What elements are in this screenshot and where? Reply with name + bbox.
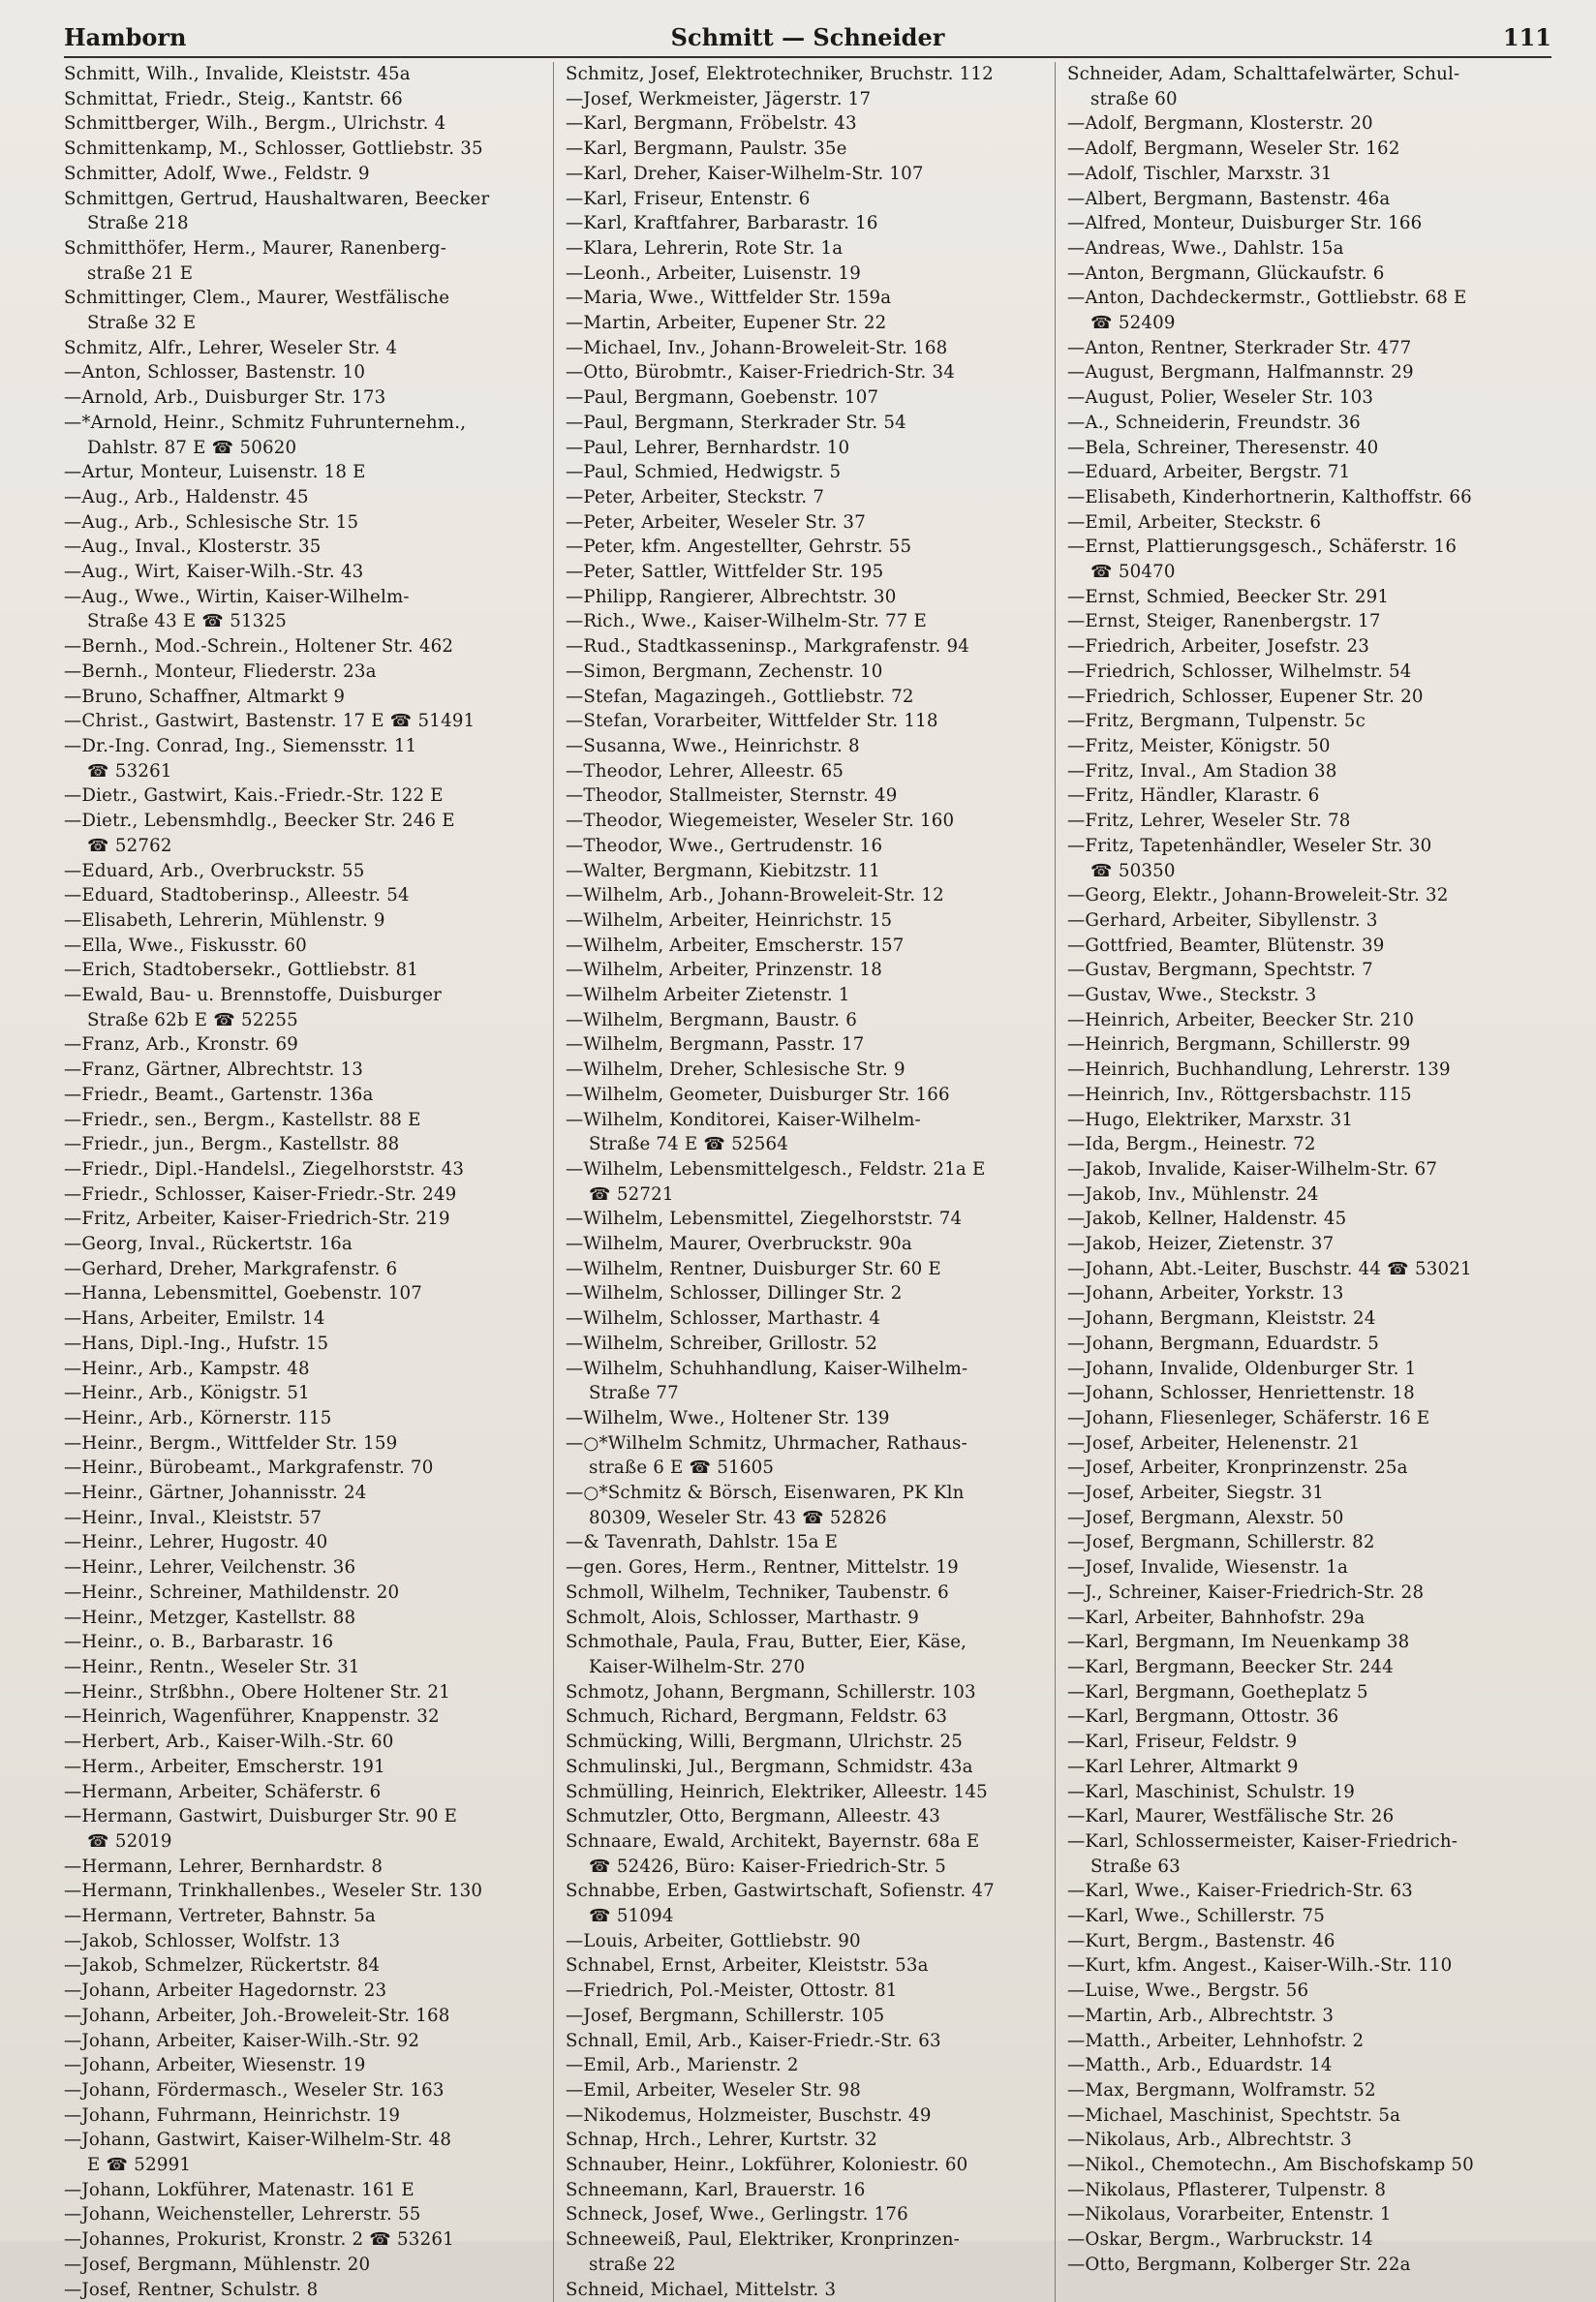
directory-entry-line: —Jakob, Kellner, Haldenstr. 45 (1067, 1209, 1347, 1230)
directory-entry-line: —Johann, Bergmann, Kleiststr. 24 (1067, 1308, 1376, 1330)
directory-entry-line: Schmitthöfer, Herm., Maurer, Ranenberg- (64, 237, 447, 259)
directory-entry-line: —Peter, Arbeiter, Weseler Str. 37 (566, 511, 866, 533)
directory-entry-line: Schneider, Adam, Schalttafelwärter, Schul- (1067, 64, 1460, 84)
directory-entry-line: —Heinr., Schreiner, Mathildenstr. 20 (64, 1581, 400, 1603)
directory-entry-line: —Paul, Bergmann, Sterkrader Str. 54 (566, 412, 906, 433)
directory-entry-line: —Jakob, Inv., Mühlenstr. 24 (1067, 1183, 1319, 1205)
directory-entry-line: —Jakob, Schlosser, Wolfstr. 13 (64, 1930, 341, 1951)
directory-entry-line: straße 22 (589, 2254, 676, 2275)
directory-columns (64, 62, 1551, 2300)
directory-entry-line: —Wilhelm, Lebensmittel, Ziegelhorststr. 74 (566, 1209, 963, 1230)
directory-entry-line: Schmothale, Paula, Frau, Butter, Eier, Käse, (566, 1632, 967, 1653)
directory-entry-line: —Fritz, Händler, Klarastr. 6 (1067, 785, 1320, 807)
directory-entry-line: —Karl, Wwe., Kaiser-Friedrich-Str. 63 (1067, 1881, 1413, 1902)
directory-entry-line: Schmitz, Alfr., Lehrer, Weseler Str. 4 (64, 337, 398, 358)
directory-entry-line: —Stefan, Magazingeh., Gottliebstr. 72 (566, 686, 914, 707)
directory-entry-line: —Josef, Bergmann, Alexstr. 50 (1067, 1507, 1344, 1528)
directory-entry-line: —Fritz, Meister, Königstr. 50 (1067, 735, 1331, 756)
directory-entry-line: —Alfred, Monteur, Duisburger Str. 166 (1067, 213, 1423, 234)
directory-entry-line: —Gustav, Wwe., Steckstr. 3 (1067, 985, 1317, 1006)
directory-entry-line: —Adolf, Bergmann, Weseler Str. 162 (1067, 138, 1400, 160)
directory-entry-line: Straße 74 E ☎ 52564 (589, 1134, 789, 1155)
directory-entry-line: —Nikolaus, Vorarbeiter, Entenstr. 1 (1067, 2204, 1392, 2225)
directory-entry-line: —Herm., Arbeiter, Emscherstr. 191 (64, 1756, 385, 1777)
directory-entry-line: —Leonh., Arbeiter, Luisenstr. 19 (566, 262, 861, 284)
directory-entry-line: straße 6 E ☎ 51605 (589, 1458, 775, 1479)
directory-entry-line: —Fritz, Tapetenhändler, Weseler Str. 30 (1067, 835, 1432, 856)
directory-entry-line: —Heinr., Arb., Körnerstr. 115 (64, 1407, 332, 1428)
directory-entry-line: —Georg, Elektr., Johann-Broweleit-Str. 32 (1067, 885, 1449, 906)
directory-entry-line: Schmülling, Heinrich, Elektriker, Alleestr. 145 (566, 1781, 988, 1802)
directory-entry-line: —August, Bergmann, Halfmannstr. 29 (1067, 362, 1414, 384)
directory-entry-line: —Maria, Wwe., Wittfelder Str. 159a (566, 288, 892, 309)
directory-entry-line: —Nikolaus, Arb., Albrechtstr. 3 (1067, 2130, 1352, 2151)
directory-entry-line: —Dietr., Gastwirt, Kais.-Friedr.-Str. 122 E (64, 785, 444, 807)
directory-entry-line: Dahlstr. 87 E ☎ 50620 (87, 437, 297, 458)
directory-entry-line: —Josef, Bergmann, Schillerstr. 105 (566, 2005, 885, 2026)
directory-entry-line: —Josef, Arbeiter, Kronprinzenstr. 25a (1067, 1458, 1408, 1479)
directory-entry-line: —Oskar, Bergm., Warbruckstr. 14 (1067, 2229, 1373, 2251)
directory-entry-line: —Heinr., Arb., Königstr. 51 (64, 1383, 310, 1404)
directory-entry-line: —Simon, Bergmann, Zechenstr. 10 (566, 660, 883, 682)
directory-entry-line: —Peter, Sattler, Wittfelder Str. 195 (566, 562, 884, 583)
directory-entry-line: —Peter, kfm. Angestellter, Gehrstr. 55 (566, 537, 912, 558)
directory-entry-line: Schmitt, Wilh., Invalide, Kleiststr. 45a (64, 64, 411, 84)
directory-entry-line: —Wilhelm, Arbeiter, Heinrichstr. 15 (566, 909, 893, 931)
directory-entry-line: —Josef, Werkmeister, Jägerstr. 17 (566, 88, 872, 109)
directory-entry-line: Schmittgen, Gertrud, Haushaltwaren, Beecker (64, 188, 490, 209)
directory-entry-line: —Karl, Schlossermeister, Kaiser-Friedrich- (1067, 1830, 1458, 1852)
directory-entry-line: Schmulinski, Jul., Bergmann, Schmidstr. 43a (566, 1756, 973, 1777)
directory-entry-line: —Susanna, Wwe., Heinrichstr. 8 (566, 735, 860, 756)
directory-entry-line: —Franz, Gärtner, Albrechtstr. 13 (64, 1059, 364, 1081)
directory-entry-line: —Friedrich, Schlosser, Wilhelmstr. 54 (1067, 660, 1412, 682)
directory-entry-line: —Karl, Bergmann, Ottostr. 36 (1067, 1706, 1339, 1728)
directory-entry-line: —Johann, Abt.-Leiter, Buschstr. 44 ☎ 53021 (1067, 1258, 1472, 1279)
directory-entry-line: —Wilhelm, Schlosser, Marthastr. 4 (566, 1308, 881, 1330)
directory-entry-line: —Johann, Weichensteller, Lehrerstr. 55 (64, 2204, 421, 2225)
directory-entry-line: —Wilhelm, Rentner, Duisburger Str. 60 E (566, 1258, 941, 1279)
directory-entry-line: Schnauber, Heinr., Lokführer, Koloniestr. 60 (566, 2155, 968, 2176)
directory-entry-line: —Johannes, Prokurist, Kronstr. 2 ☎ 53261 (64, 2229, 454, 2251)
directory-entry-line: Schnaare, Ewald, Architekt, Bayernstr. 68a E (566, 1830, 980, 1852)
directory-entry-line: —Karl, Maschinist, Schulstr. 19 (1067, 1781, 1356, 1802)
directory-entry-line: —Heinr., o. B., Barbarastr. 16 (64, 1632, 334, 1653)
directory-entry-line: —Josef, Invalide, Wiesenstr. 1a (1067, 1557, 1349, 1579)
directory-entry-line: —Wilhelm, Schlosser, Dillinger Str. 2 (566, 1283, 903, 1304)
column-2 (566, 62, 1056, 2302)
directory-entry-line: —Max, Bergmann, Wolframstr. 52 (1067, 2079, 1376, 2101)
directory-entry-line: —Johann, Invalide, Oldenburger Str. 1 (1067, 1358, 1417, 1379)
directory-entry-line: —Kurt, Bergm., Bastenstr. 46 (1067, 1930, 1335, 1951)
directory-entry-line: —Aug., Arb., Haldenstr. 45 (64, 486, 309, 507)
directory-entry-line: —Fritz, Inval., Am Stadion 38 (1067, 760, 1337, 782)
directory-entry-line: —Friedr., Schlosser, Kaiser-Friedr.-Str. 249 (64, 1183, 457, 1205)
directory-entry-line: —Karl Lehrer, Altmarkt 9 (1067, 1756, 1299, 1777)
directory-entry-line: —Friedrich, Pol.-Meister, Ottostr. 81 (566, 1980, 898, 2002)
directory-entry-line: —Fritz, Lehrer, Weseler Str. 78 (1067, 811, 1351, 832)
directory-entry-line: —Johann, Arbeiter Hagedornstr. 23 (64, 1980, 387, 2002)
directory-entry-line: ☎ 52762 (87, 835, 172, 856)
directory-entry-line: —Nikol., Chemotechn., Am Bischofskamp 50 (1067, 2155, 1474, 2176)
directory-entry-line: —Heinr., Inval., Kleiststr. 57 (64, 1507, 322, 1528)
directory-entry-line: —Heinr., Strßbhn., Obere Holtener Str. 21 (64, 1681, 450, 1703)
directory-entry-line: —Louis, Arbeiter, Gottliebstr. 90 (566, 1930, 861, 1951)
directory-entry-line: —Otto, Bürobmtr., Kaiser-Friedrich-Str. 34 (566, 362, 956, 384)
directory-entry-line: Schnabbe, Erben, Gastwirtschaft, Sofienstr. 47 (566, 1881, 995, 1902)
directory-entry-line: —Karl, Bergmann, Fröbelstr. 43 (566, 113, 857, 135)
directory-entry-line: —Johann, Lokführer, Matenastr. 161 E (64, 2179, 414, 2200)
directory-entry-line: —○*Schmitz & Börsch, Eisenwaren, PK Kln (566, 1483, 965, 1504)
directory-entry-line: E ☎ 52991 (87, 2155, 192, 2176)
directory-entry-line: —Elisabeth, Kinderhortnerin, Kalthoffstr. 66 (1067, 486, 1472, 507)
directory-entry-line: —Martin, Arb., Albrechtstr. 3 (1067, 2005, 1335, 2026)
directory-entry-line: —Friedr., jun., Bergm., Kastellstr. 88 (64, 1134, 400, 1155)
directory-entry-line: —Johann, Fliesenleger, Schäferstr. 16 E (1067, 1407, 1430, 1428)
directory-entry-line: —Josef, Arbeiter, Helenenstr. 21 (1067, 1432, 1361, 1454)
directory-entry-line: —Aug., Inval., Klosterstr. 35 (64, 537, 322, 558)
directory-entry-line: —Dr.-Ing. Conrad, Ing., Siemensstr. 11 (64, 735, 417, 756)
directory-entry-line: —Walter, Bergmann, Kiebitzstr. 11 (566, 860, 880, 881)
directory-entry-line: —Emil, Arb., Marienstr. 2 (566, 2055, 799, 2076)
directory-entry-line: Schmittenkamp, M., Schlosser, Gottliebstr. 35 (64, 138, 483, 160)
directory-entry-line: —Josef, Bergmann, Mühlenstr. 20 (64, 2254, 371, 2275)
directory-entry-line: —Rich., Wwe., Kaiser-Wilhelm-Str. 77 E (566, 611, 928, 632)
directory-entry-line: Straße 32 E (87, 313, 197, 334)
directory-entry-line: —Georg, Inval., Rückertstr. 16a (64, 1234, 353, 1255)
directory-entry-line: —Adolf, Tischler, Marxstr. 31 (1067, 163, 1333, 184)
directory-entry-line: —Aug., Wirt, Kaiser-Wilh.-Str. 43 (64, 562, 364, 583)
directory-entry-line: —Gustav, Bergmann, Spechtstr. 7 (1067, 960, 1373, 981)
directory-entry-line: —Bernh., Monteur, Fliederstr. 23a (64, 660, 377, 682)
directory-entry-line: —Ernst, Plattierungsgesch., Schäferstr. 16 (1067, 537, 1458, 558)
directory-entry-line: —Arnold, Arb., Duisburger Str. 173 (64, 387, 386, 409)
directory-entry-line: —Karl, Dreher, Kaiser-Wilhelm-Str. 107 (566, 163, 924, 184)
directory-entry-line: —Michael, Maschinist, Spechtstr. 5a (1067, 2104, 1401, 2126)
directory-entry-line: —Johann, Schlosser, Henriettenstr. 18 (1067, 1383, 1415, 1404)
directory-entry-line: —Wilhelm, Dreher, Schlesische Str. 9 (566, 1059, 905, 1081)
directory-entry-line: —Paul, Lehrer, Bernhardstr. 10 (566, 437, 850, 458)
directory-entry-line: —Peter, Arbeiter, Steckstr. 7 (566, 486, 825, 507)
directory-entry-line: —Johann, Fördermasch., Weseler Str. 163 (64, 2079, 445, 2101)
directory-entry-line: —Johann, Arbeiter, Kaiser-Wilh.-Str. 92 (64, 2030, 420, 2051)
directory-entry-line: —Bruno, Schaffner, Altmarkt 9 (64, 686, 346, 707)
directory-entry-line: —Josef, Bergmann, Schillerstr. 82 (1067, 1532, 1375, 1553)
directory-entry-line: —Johann, Arbeiter, Yorkstr. 13 (1067, 1283, 1344, 1304)
directory-entry-line: —Anton, Bergmann, Glückaufstr. 6 (1067, 262, 1385, 284)
page-header (64, 17, 1551, 58)
directory-entry-line: ☎ 52019 (87, 1830, 172, 1852)
directory-entry-line: —○*Wilhelm Schmitz, Uhrmacher, Rathaus- (566, 1432, 967, 1454)
directory-entry-line: —Gerhard, Dreher, Markgrafenstr. 6 (64, 1258, 398, 1279)
directory-entry-line: Straße 62b E ☎ 52255 (87, 1009, 298, 1030)
directory-entry-line: —Gottfried, Beamter, Blütenstr. 39 (1067, 935, 1385, 956)
directory-entry-line: Schmittat, Friedr., Steig., Kantstr. 66 (64, 88, 403, 109)
directory-entry-line: —Matth., Arb., Eduardstr. 14 (1067, 2055, 1333, 2076)
directory-entry-line: Kaiser-Wilhelm-Str. 270 (589, 1657, 806, 1677)
directory-entry-line: Schneemann, Karl, Brauerstr. 16 (566, 2179, 866, 2200)
directory-entry-line: —Karl, Bergmann, Paulstr. 35e (566, 138, 847, 160)
directory-entry-line: —Artur, Monteur, Luisenstr. 18 E (64, 462, 366, 483)
directory-entry-line: Schmoll, Wilhelm, Techniker, Taubenstr. 6 (566, 1581, 949, 1603)
directory-entry-line: —Nikodemus, Holzmeister, Buschstr. 49 (566, 2104, 932, 2126)
directory-entry-line: —Erich, Stadtobersekr., Gottliebstr. 81 (64, 960, 419, 981)
directory-entry-line: ☎ 50470 (1090, 562, 1176, 583)
directory-entry-line: —Jakob, Invalide, Kaiser-Wilhelm-Str. 67 (1067, 1158, 1438, 1180)
directory-entry-line: ☎ 51094 (589, 1906, 674, 1927)
directory-entry-line: —Michael, Inv., Johann-Broweleit-Str. 168 (566, 337, 948, 358)
directory-entry-line: —Karl, Maurer, Westfälische Str. 26 (1067, 1806, 1395, 1827)
directory-entry-line: —Eduard, Arbeiter, Bergstr. 71 (1067, 462, 1351, 483)
directory-entry-line: —Theodor, Stallmeister, Sternstr. 49 (566, 785, 898, 807)
directory-entry-line: —Ewald, Bau- u. Brennstoffe, Duisburger (64, 985, 443, 1006)
directory-entry-line: —Emil, Arbeiter, Steckstr. 6 (1067, 511, 1322, 533)
directory-entry-line: —Heinr., Gärtner, Johannisstr. 24 (64, 1483, 367, 1504)
directory-entry-line: —gen. Gores, Herm., Rentner, Mittelstr. 19 (566, 1557, 959, 1579)
directory-entry-line: —Aug., Arb., Schlesische Str. 15 (64, 511, 359, 533)
directory-entry-line: —& Tavenrath, Dahlstr. 15a E (566, 1532, 839, 1553)
directory-entry-line: —Anton, Rentner, Sterkrader Str. 477 (1067, 337, 1412, 358)
directory-entry-line: —Karl, Bergmann, Beecker Str. 244 (1067, 1657, 1394, 1677)
directory-entry-line: —Jakob, Heizer, Zietenstr. 37 (1067, 1234, 1335, 1255)
page-number: 111 (1502, 22, 1551, 51)
directory-entry-line: —Karl, Friseur, Entenstr. 6 (566, 188, 811, 209)
directory-entry-line: —Heinrich, Arbeiter, Beecker Str. 210 (1067, 1009, 1415, 1030)
directory-entry-line: —Wilhelm, Lebensmittelgesch., Feldstr. 21a E (566, 1158, 986, 1180)
directory-entry-line: Straße 77 (589, 1383, 679, 1404)
directory-entry-line: ☎ 53261 (87, 760, 172, 782)
directory-entry-line: Schmittinger, Clem., Maurer, Westfälische (64, 288, 450, 309)
directory-entry-line: —Wilhelm, Wwe., Holtener Str. 139 (566, 1407, 890, 1428)
directory-entry-line: —Hans, Arbeiter, Emilstr. 14 (64, 1308, 325, 1330)
directory-entry-line: —Theodor, Wwe., Gertrudenstr. 16 (566, 835, 883, 856)
directory-entry-line: —Josef, Rentner, Schulstr. 8 (64, 2279, 319, 2300)
directory-entry-line: —Wilhelm, Schreiber, Grillostr. 52 (566, 1333, 878, 1354)
directory-entry-line: Schmolt, Alois, Schlosser, Marthastr. 9 (566, 1607, 919, 1628)
directory-entry-line: 80309, Weseler Str. 43 ☎ 52826 (589, 1507, 887, 1528)
directory-entry-line: ☎ 50350 (1090, 860, 1176, 881)
directory-entry-line: —*Arnold, Heinr., Schmitz Fuhrunternehm., (64, 412, 467, 433)
directory-entry-line: Schmuch, Richard, Bergmann, Feldstr. 63 (566, 1706, 948, 1728)
directory-entry-line: —Wilhelm Arbeiter Zietenstr. 1 (566, 985, 850, 1006)
directory-entry-line: —Hermann, Trinkhallenbes., Weseler Str. 130 (64, 1881, 483, 1902)
directory-entry-line: —Anton, Schlosser, Bastenstr. 10 (64, 362, 366, 384)
directory-entry-line: —Hermann, Lehrer, Bernhardstr. 8 (64, 1856, 384, 1877)
directory-entry-line: —Wilhelm, Arbeiter, Emscherstr. 157 (566, 935, 905, 956)
directory-entry-line: —Dietr., Lebensmhdlg., Beecker Str. 246 E (64, 811, 455, 832)
directory-entry-line: Schmutzler, Otto, Bergmann, Alleestr. 43 (566, 1806, 940, 1827)
directory-entry-line: —Theodor, Lehrer, Alleestr. 65 (566, 760, 844, 782)
header-center-range: Schmitt — Schneider (670, 22, 945, 51)
directory-entry-line: —Johann, Fuhrmann, Heinrichstr. 19 (64, 2104, 401, 2126)
directory-entry-line: —Hermann, Gastwirt, Duisburger Str. 90 E (64, 1806, 458, 1827)
directory-entry-line: —Heinr., Rentn., Weseler Str. 31 (64, 1657, 360, 1677)
directory-entry-line: —Johann, Arbeiter, Wiesenstr. 19 (64, 2055, 366, 2076)
directory-entry-line: —Wilhelm, Konditorei, Kaiser-Wilhelm- (566, 1109, 921, 1130)
directory-entry-line: —Heinrich, Bergmann, Schillerstr. 99 (1067, 1034, 1411, 1056)
directory-entry-line: —A., Schneiderin, Freundstr. 36 (1067, 412, 1361, 433)
directory-entry-line: —Ernst, Schmied, Beecker Str. 291 (1067, 586, 1390, 607)
directory-entry-line: —Fritz, Bergmann, Tulpenstr. 5c (1067, 711, 1366, 732)
directory-entry-line: —Hermann, Vertreter, Bahnstr. 5a (64, 1906, 376, 1927)
directory-entry-line: —Wilhelm, Geometer, Duisburger Str. 166 (566, 1084, 950, 1105)
directory-entry-line: —Karl, Bergmann, Im Neuenkamp 38 (1067, 1632, 1410, 1653)
directory-entry-line: —Rud., Stadtkasseninsp., Markgrafenstr. 94 (566, 636, 970, 658)
directory-entry-line: —Bela, Schreiner, Theresenstr. 40 (1067, 437, 1379, 458)
directory-entry-line: —Ernst, Steiger, Ranenbergstr. 17 (1067, 611, 1381, 632)
directory-entry-line: Schmittberger, Wilh., Bergm., Ulrichstr. 4 (64, 113, 446, 135)
directory-entry-line: —Gerhard, Arbeiter, Sibyllenstr. 3 (1067, 909, 1378, 931)
directory-entry-line: —Herbert, Arb., Kaiser-Wilh.-Str. 60 (64, 1732, 394, 1753)
directory-entry-line: Schneck, Josef, Wwe., Gerlingstr. 176 (566, 2204, 908, 2225)
directory-entry-line: —Hans, Dipl.-Ing., Hufstr. 15 (64, 1333, 329, 1354)
directory-entry-line: —Elisabeth, Lehrerin, Mühlenstr. 9 (64, 909, 385, 931)
directory-entry-line: Schnabel, Ernst, Arbeiter, Kleiststr. 53a (566, 1955, 929, 1977)
directory-entry-line: —Friedr., Dipl.-Handelsl., Ziegelhorststr. 43 (64, 1158, 465, 1180)
directory-entry-line: —Heinr., Metzger, Kastellstr. 88 (64, 1607, 356, 1628)
directory-entry-line: —Josef, Arbeiter, Siegstr. 31 (1067, 1483, 1325, 1504)
directory-entry-line: —Philipp, Rangierer, Albrechtstr. 30 (566, 586, 897, 607)
directory-entry-line: —Bernh., Mod.-Schrein., Holtener Str. 462 (64, 636, 454, 658)
directory-entry-line: —Eduard, Stadtoberinsp., Alleestr. 54 (64, 885, 410, 906)
column-3 (1067, 62, 1557, 2302)
directory-entry-line: Schnap, Hrch., Lehrer, Kurtstr. 32 (566, 2130, 877, 2151)
directory-entry-line: —Ida, Bergm., Heinestr. 72 (1067, 1134, 1316, 1155)
directory-entry-line: —Luise, Wwe., Bergstr. 56 (1067, 1980, 1309, 2002)
directory-entry-line: —Wilhelm, Schuhhandlung, Kaiser-Wilhelm- (566, 1358, 968, 1379)
directory-entry-line: —Wilhelm, Arbeiter, Prinzenstr. 18 (566, 960, 883, 981)
directory-entry-line: —Hugo, Elektriker, Marxstr. 31 (1067, 1109, 1354, 1130)
directory-entry-line: straße 60 (1090, 88, 1178, 109)
directory-entry-line: ☎ 52409 (1090, 313, 1176, 334)
directory-entry-line: Schnall, Emil, Arb., Kaiser-Friedr.-Str. 63 (566, 2030, 941, 2051)
directory-entry-line: —Heinrich, Wagenführer, Knappenstr. 32 (64, 1706, 440, 1728)
directory-entry-line: Schmitter, Adolf, Wwe., Feldstr. 9 (64, 163, 370, 184)
directory-entry-line: —Jakob, Schmelzer, Rückertstr. 84 (64, 1955, 381, 1977)
directory-entry-line: —Karl, Arbeiter, Bahnhofstr. 29a (1067, 1607, 1366, 1628)
directory-entry-line: —Heinr., Bergm., Wittfelder Str. 159 (64, 1432, 398, 1454)
header-left-city: Hamborn (64, 22, 187, 51)
directory-entry-line: Schneid, Michael, Mittelstr. 3 (566, 2279, 837, 2300)
directory-entry-line: Straße 43 E ☎ 51325 (87, 611, 288, 632)
directory-entry-line: —Hermann, Arbeiter, Schäferstr. 6 (64, 1781, 382, 1802)
directory-entry-line: —Eduard, Arb., Overbruckstr. 55 (64, 860, 365, 881)
directory-entry-line: —Fritz, Arbeiter, Kaiser-Friedrich-Str. 219 (64, 1209, 450, 1230)
directory-entry-line: —Wilhelm, Arb., Johann-Broweleit-Str. 12 (566, 885, 944, 906)
directory-entry-line: —Otto, Bergmann, Kolberger Str. 22a (1067, 2254, 1411, 2275)
directory-entry-line: —Heinrich, Buchhandlung, Lehrerstr. 139 (1067, 1059, 1451, 1081)
directory-entry-line: —Matth., Arbeiter, Lehnhofstr. 2 (1067, 2030, 1365, 2051)
directory-entry-line: straße 21 E (87, 262, 194, 284)
directory-entry-line: —Friedrich, Arbeiter, Josefstr. 23 (1067, 636, 1369, 658)
directory-entry-line: —Emil, Arbeiter, Weseler Str. 98 (566, 2079, 861, 2101)
directory-entry-line: —Paul, Schmied, Hedwigstr. 5 (566, 462, 842, 483)
directory-entry-line: Schmotz, Johann, Bergmann, Schillerstr. 103 (566, 1681, 976, 1703)
directory-entry-line: Straße 218 (87, 213, 189, 234)
directory-entry-line: —Stefan, Vorarbeiter, Wittfelder Str. 118 (566, 711, 938, 732)
directory-entry-line: —J., Schreiner, Kaiser-Friedrich-Str. 28 (1067, 1581, 1425, 1603)
directory-entry-line: —Heinr., Lehrer, Veilchenstr. 36 (64, 1557, 356, 1579)
directory-entry-line: —August, Polier, Weseler Str. 103 (1067, 387, 1374, 409)
directory-entry-line: —Wilhelm, Bergmann, Baustr. 6 (566, 1009, 858, 1030)
directory-entry-line: —Albert, Bergmann, Bastenstr. 46a (1067, 188, 1391, 209)
directory-entry-line: —Johann, Gastwirt, Kaiser-Wilhelm-Str. 48 (64, 2130, 452, 2151)
directory-entry-line: —Martin, Arbeiter, Eupener Str. 22 (566, 313, 887, 334)
directory-entry-line: —Karl, Wwe., Schillerstr. 75 (1067, 1906, 1325, 1927)
directory-entry-line: —Hanna, Lebensmittel, Goebenstr. 107 (64, 1283, 423, 1304)
directory-entry-line: —Friedrich, Schlosser, Eupener Str. 20 (1067, 686, 1424, 707)
directory-entry-line: —Paul, Bergmann, Goebenstr. 107 (566, 387, 879, 409)
directory-entry-line: —Nikolaus, Pflasterer, Tulpenstr. 8 (1067, 2179, 1387, 2200)
column-1 (64, 62, 554, 2302)
directory-entry-line: Schneeweiß, Paul, Elektriker, Kronprinzen- (566, 2229, 960, 2251)
directory-entry-line: —Heinr., Lehrer, Hugostr. 40 (64, 1532, 328, 1553)
directory-entry-line: —Christ., Gastwirt, Bastenstr. 17 E ☎ 51491 (64, 711, 476, 732)
directory-entry-line: —Karl, Friseur, Feldstr. 9 (1067, 1732, 1298, 1753)
directory-entry-line: Straße 63 (1090, 1856, 1181, 1877)
directory-entry-line: —Johann, Bergmann, Eduardstr. 5 (1067, 1333, 1380, 1354)
directory-entry-line: ☎ 52426, Büro: Kaiser-Friedrich-Str. 5 (589, 1856, 946, 1877)
directory-entry-line: —Heinrich, Inv., Röttgersbachstr. 115 (1067, 1084, 1412, 1105)
directory-entry-line: Schmitz, Josef, Elektrotechniker, Bruchstr. 112 (566, 64, 994, 84)
directory-entry-line: —Wilhelm, Bergmann, Passtr. 17 (566, 1034, 865, 1056)
directory-entry-line: —Friedr., sen., Bergm., Kastellstr. 88 E (64, 1109, 421, 1130)
directory-entry-line: Schmücking, Willi, Bergmann, Ulrichstr. 25 (566, 1732, 964, 1753)
directory-entry-line: —Heinr., Arb., Kampstr. 48 (64, 1358, 310, 1379)
directory-entry-line: —Heinr., Bürobeamt., Markgrafenstr. 70 (64, 1458, 434, 1479)
directory-entry-line: —Andreas, Wwe., Dahlstr. 15a (1067, 237, 1344, 259)
directory-entry-line: —Wilhelm, Maurer, Overbruckstr. 90a (566, 1234, 912, 1255)
directory-entry-line: —Franz, Arb., Kronstr. 69 (64, 1034, 299, 1056)
directory-entry-line: —Adolf, Bergmann, Klosterstr. 20 (1067, 113, 1373, 135)
directory-entry-line: —Kurt, kfm. Angest., Kaiser-Wilh.-Str. 110 (1067, 1955, 1453, 1977)
directory-entry-line: —Klara, Lehrerin, Rote Str. 1a (566, 237, 844, 259)
directory-entry-line: —Anton, Dachdeckermstr., Gottliebstr. 68 E (1067, 288, 1467, 309)
directory-entry-line: ☎ 52721 (589, 1183, 674, 1205)
directory-entry-line: —Aug., Wwe., Wirtin, Kaiser-Wilhelm- (64, 586, 410, 607)
directory-entry-line: —Ella, Wwe., Fiskusstr. 60 (64, 935, 307, 956)
directory-entry-line: —Theodor, Wiegemeister, Weseler Str. 160 (566, 811, 955, 832)
directory-entry-line: —Karl, Kraftfahrer, Barbarastr. 16 (566, 213, 878, 234)
directory-entry-line: —Friedr., Beamt., Gartenstr. 136a (64, 1084, 374, 1105)
directory-entry-line: —Johann, Arbeiter, Joh.-Broweleit-Str. 168 (64, 2005, 450, 2026)
directory-entry-line: —Karl, Bergmann, Goetheplatz 5 (1067, 1681, 1368, 1703)
